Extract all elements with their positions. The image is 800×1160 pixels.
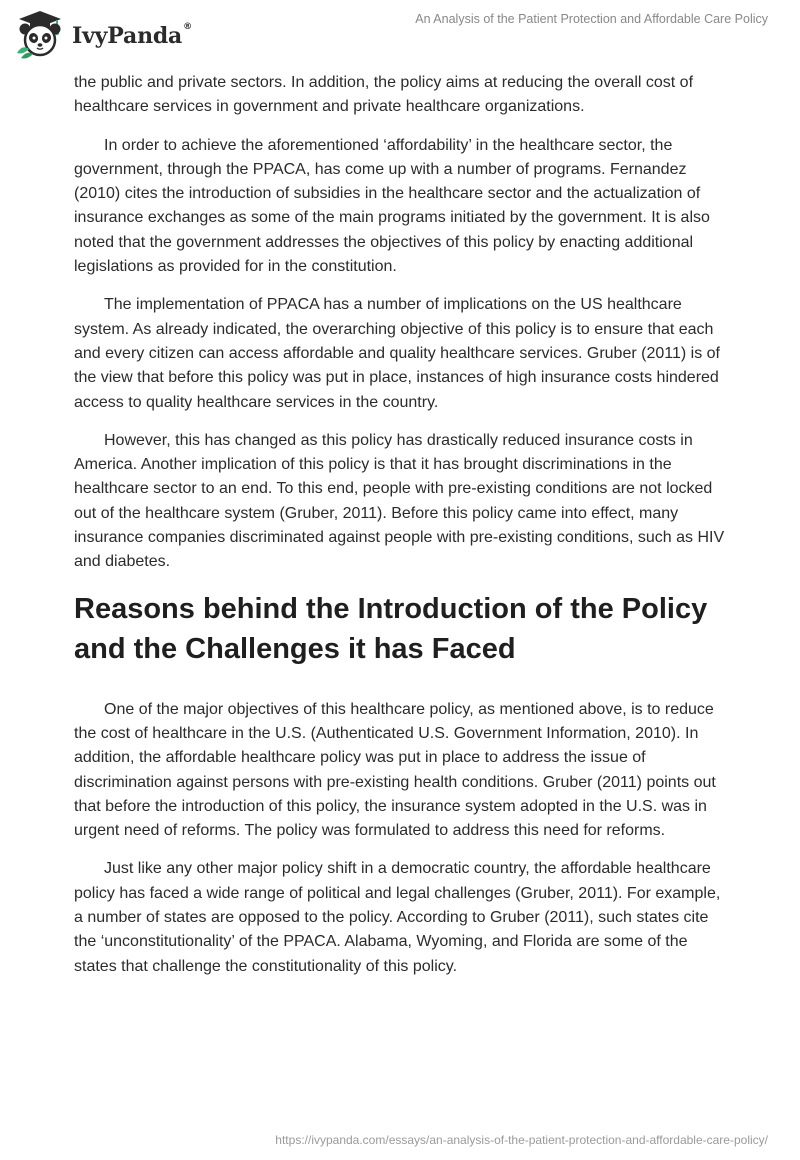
paragraph: One of the major objectives of this healthcare policy, as mentioned above, is to reduce the cost of healthcare in the U.S. (Authenticated U.S. Government Information, 2010). In addition, the affordable healthcare policy was put in place to address the issue of discrimination against persons with pre-existing health conditions. Gruber (2011) points out that before the introduction of this policy, the insurance system adopted in the U.S. was in urgent need of reforms. The policy was formulated to address this need for reforms. [74, 700, 716, 840]
document-title: An Analysis of the Patient Protection and Affordable Care Policy [415, 12, 768, 26]
paragraph: Just like any other major policy shift in a democratic country, the affordable healthcare policy has faced a wide range of political and legal challenges (Gruber, 2011). For example, a number of states are opposed to the policy. According to Gruber (2011), such states cite the ‘unconstitutionality’ of the PPACA. Alabama, Wyoming, and Florida are some of the states that challenge the constitutionality of this policy. [74, 860, 721, 975]
panda-graduate-icon [14, 8, 66, 60]
paragraph: The implementation of PPACA has a number of implications on the US healthcare system. As already indicated, the overarching objective of this policy is to ensure that each and every citizen can access affordable and quality healthcare services. Gruber (2011) is of the view that before this policy was put in place, instances of high insurance costs hindered access to quality healthcare services in the country. [74, 296, 720, 411]
paragraph: However, this has changed as this policy has drastically reduced insurance costs in America. Another implication of this policy is that it has brought discriminations in the healthcare sector to an end. To this end, people with pre-existing conditions are not locked out of the healthcare system (Gruber, 2011). Before this policy came into effect, many insurance companies discriminated against people with pre-existing conditions, such as HIV and diabetes. [74, 431, 725, 571]
registered-mark: ® [183, 22, 192, 32]
ivypanda-logo[interactable] [14, 8, 192, 60]
essay-body [74, 71, 730, 993]
brand-text: IvyPanda [72, 23, 183, 49]
brand-name [72, 23, 192, 49]
paragraph: In order to achieve the aforementioned ‘affordability’ in the healthcare sector, the government, through the PPACA, has come up with a number of programs. Fernandez (2010) cites the introduction of subsidies in the healthcare sector and the actualization of insurance exchanges as some of the main programs initiated by the government. It is also noted that the government addresses the objectives of this policy by enacting additional legislations as provided for in the constitution. [74, 136, 710, 276]
section-heading: Reasons behind the Introduction of the Policy and the Challenges it has Faced [74, 592, 708, 665]
page-header [0, 0, 800, 70]
paragraph: the public and private sectors. In addition, the policy aims at reducing the overall cost of healthcare services in government and private healthcare organizations. [74, 74, 694, 116]
source-url-link[interactable]: https://ivypanda.com/essays/an-analysis-of-the-patient-protection-and-affordable-care-policy/ [275, 1133, 768, 1147]
